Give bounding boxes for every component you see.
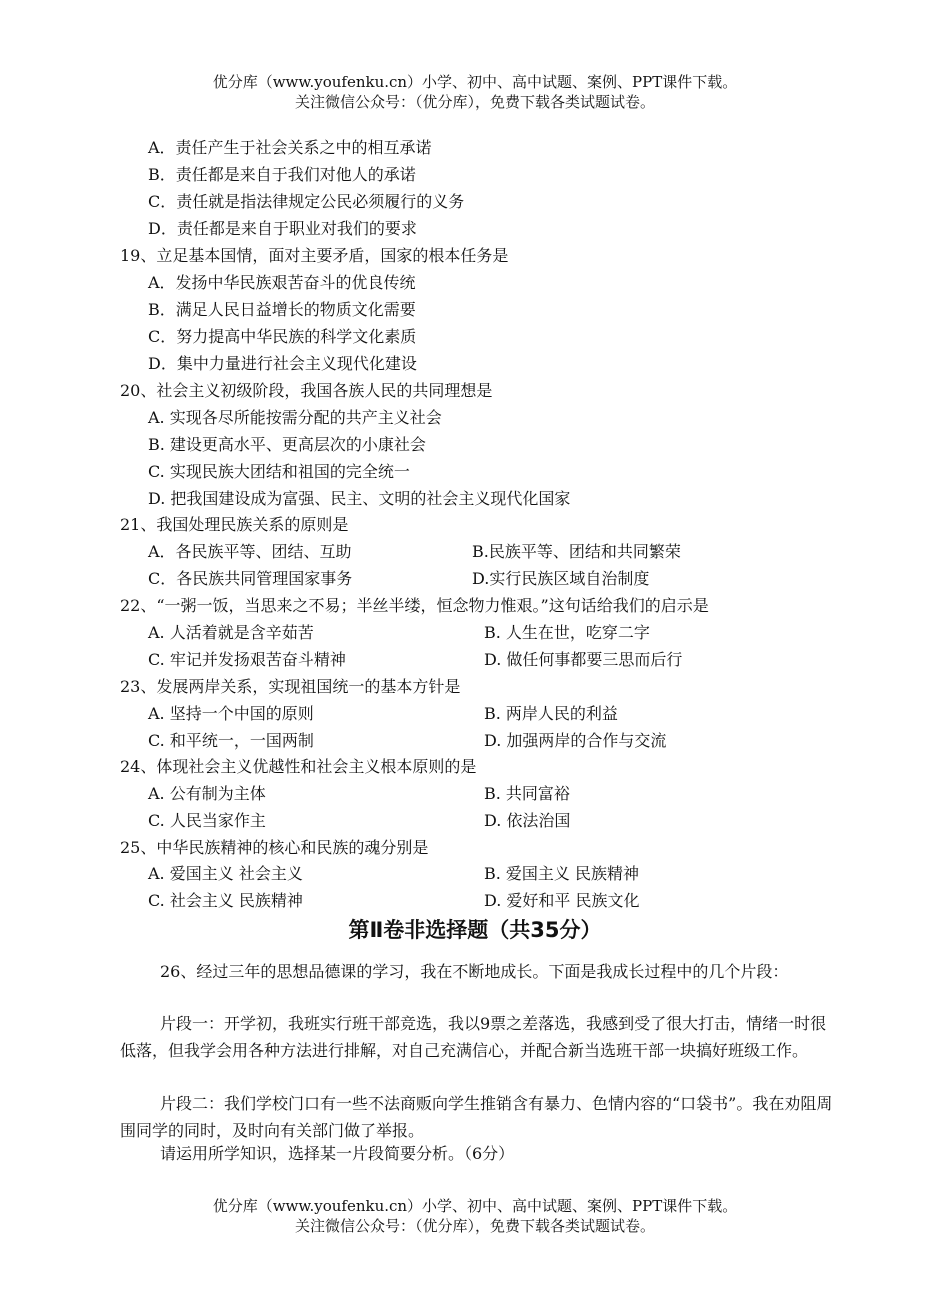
- q22-option-a: A. 人活着就是含辛茹苦: [148, 623, 314, 642]
- q24-option-a: A. 公有制为主体: [148, 784, 266, 803]
- q20-stem: 20、社会主义初级阶段，我国各族人民的共同理想是: [120, 381, 493, 400]
- q23-option-c: C. 和平统一，一国两制: [148, 731, 314, 750]
- q19-option-c: C．努力提高中华民族的科学文化素质: [148, 327, 417, 346]
- q25-option-c: C. 社会主义 民族精神: [148, 891, 303, 910]
- q20-option-b: B. 建设更高水平、更高层次的小康社会: [148, 435, 426, 454]
- q26-fragment-2: 片段二：我们学校门口有一些不法商贩向学生推销含有暴力、色情内容的“口袋书”。我在劝阻周围同学的同时，及时向有关部门做了举报。: [120, 1094, 833, 1140]
- q23-option-b: B. 两岸人民的利益: [484, 704, 618, 723]
- q24-option-c: C. 人民当家作主: [148, 811, 266, 830]
- q23-option-a: A. 坚持一个中国的原则: [148, 704, 314, 723]
- q21-option-a: A．各民族平等、团结、互助: [148, 542, 352, 561]
- q19-option-a: A．发扬中华民族艰苦奋斗的优良传统: [148, 273, 416, 292]
- q18-option-d: D．责任都是来自于职业对我们的要求: [148, 219, 417, 238]
- q21-stem: 21、我国处理民族关系的原则是: [120, 515, 349, 534]
- q21-option-b: B.民族平等、团结和共同繁荣: [472, 542, 681, 561]
- q22-stem: 22、“一粥一饭，当思来之不易；半丝半缕，恒念物力惟艰。”这句话给我们的启示是: [120, 596, 709, 615]
- q22-option-d: D. 做任何事都要三思而后行: [484, 650, 683, 669]
- q24-stem: 24、体现社会主义优越性和社会主义根本原则的是: [120, 757, 477, 776]
- q24-option-b: B. 共同富裕: [484, 784, 570, 803]
- q19-stem: 19、立足基本国情，面对主要矛盾，国家的根本任务是: [120, 246, 509, 265]
- footer-line-1: 优分库（www.youfenku.cn）小学、初中、高中试题、案例、PPT课件下载。: [212, 1197, 738, 1215]
- q19-option-b: B．满足人民日益增长的物质文化需要: [148, 300, 416, 319]
- q20-option-a: A. 实现各尽所能按需分配的共产主义社会: [148, 408, 442, 427]
- q25-option-a: A. 爱国主义 社会主义: [148, 864, 303, 883]
- footer-line-2: 关注微信公众号：（优分库），免费下载各类试题试卷。: [294, 1217, 655, 1235]
- q25-option-d: D. 爱好和平 民族文化: [484, 891, 640, 910]
- q18-option-a: A．责任产生于社会关系之中的相互承诺: [148, 138, 432, 157]
- q18-option-b: B．责任都是来自于我们对他人的承诺: [148, 165, 416, 184]
- q22-option-c: C. 牢记并发扬艰苦奋斗精神: [148, 650, 346, 669]
- q23-option-d: D. 加强两岸的合作与交流: [484, 731, 667, 750]
- q26-intro: 26、经过三年的思想品德课的学习，我在不断地成长。下面是我成长过程中的几个片段：: [160, 962, 789, 981]
- q21-option-c: C．各民族共同管理国家事务: [148, 569, 353, 588]
- q26-fragment-1: 片段一：开学初，我班实行班干部竞选，我以9票之差落选，我感到受了很大打击，情绪一时很低落，但我学会用各种方法进行排解，对自己充满信心，并配合新当选班干部一块搞好班级工作。: [120, 1014, 827, 1060]
- q23-stem: 23、发展两岸关系，实现祖国统一的基本方针是: [120, 677, 461, 696]
- q20-option-d: D. 把我国建设成为富强、民主、文明的社会主义现代化国家: [148, 489, 571, 508]
- q21-option-d: D.实行民族区域自治制度: [472, 569, 650, 588]
- header-line-2: 关注微信公众号：（优分库），免费下载各类试题试卷。: [294, 93, 655, 111]
- header-line-1: 优分库（www.youfenku.cn）小学、初中、高中试题、案例、PPT课件下载。: [212, 73, 738, 91]
- q19-option-d: D．集中力量进行社会主义现代化建设: [148, 354, 417, 373]
- q26-prompt: 请运用所学知识，选择某一片段简要分析。（6分）: [160, 1144, 515, 1163]
- q22-option-b: B. 人生在世，吃穿二字: [484, 623, 650, 642]
- q18-option-c: C．责任就是指法律规定公民必须履行的义务: [148, 192, 465, 211]
- q25-option-b: B. 爱国主义 民族精神: [484, 864, 640, 883]
- q24-option-d: D. 依法治国: [484, 811, 571, 830]
- section-title: 第Ⅱ卷非选择题（共35分）: [348, 918, 602, 942]
- q20-option-c: C. 实现民族大团结和祖国的完全统一: [148, 462, 410, 481]
- q25-stem: 25、中华民族精神的核心和民族的魂分别是: [120, 838, 429, 857]
